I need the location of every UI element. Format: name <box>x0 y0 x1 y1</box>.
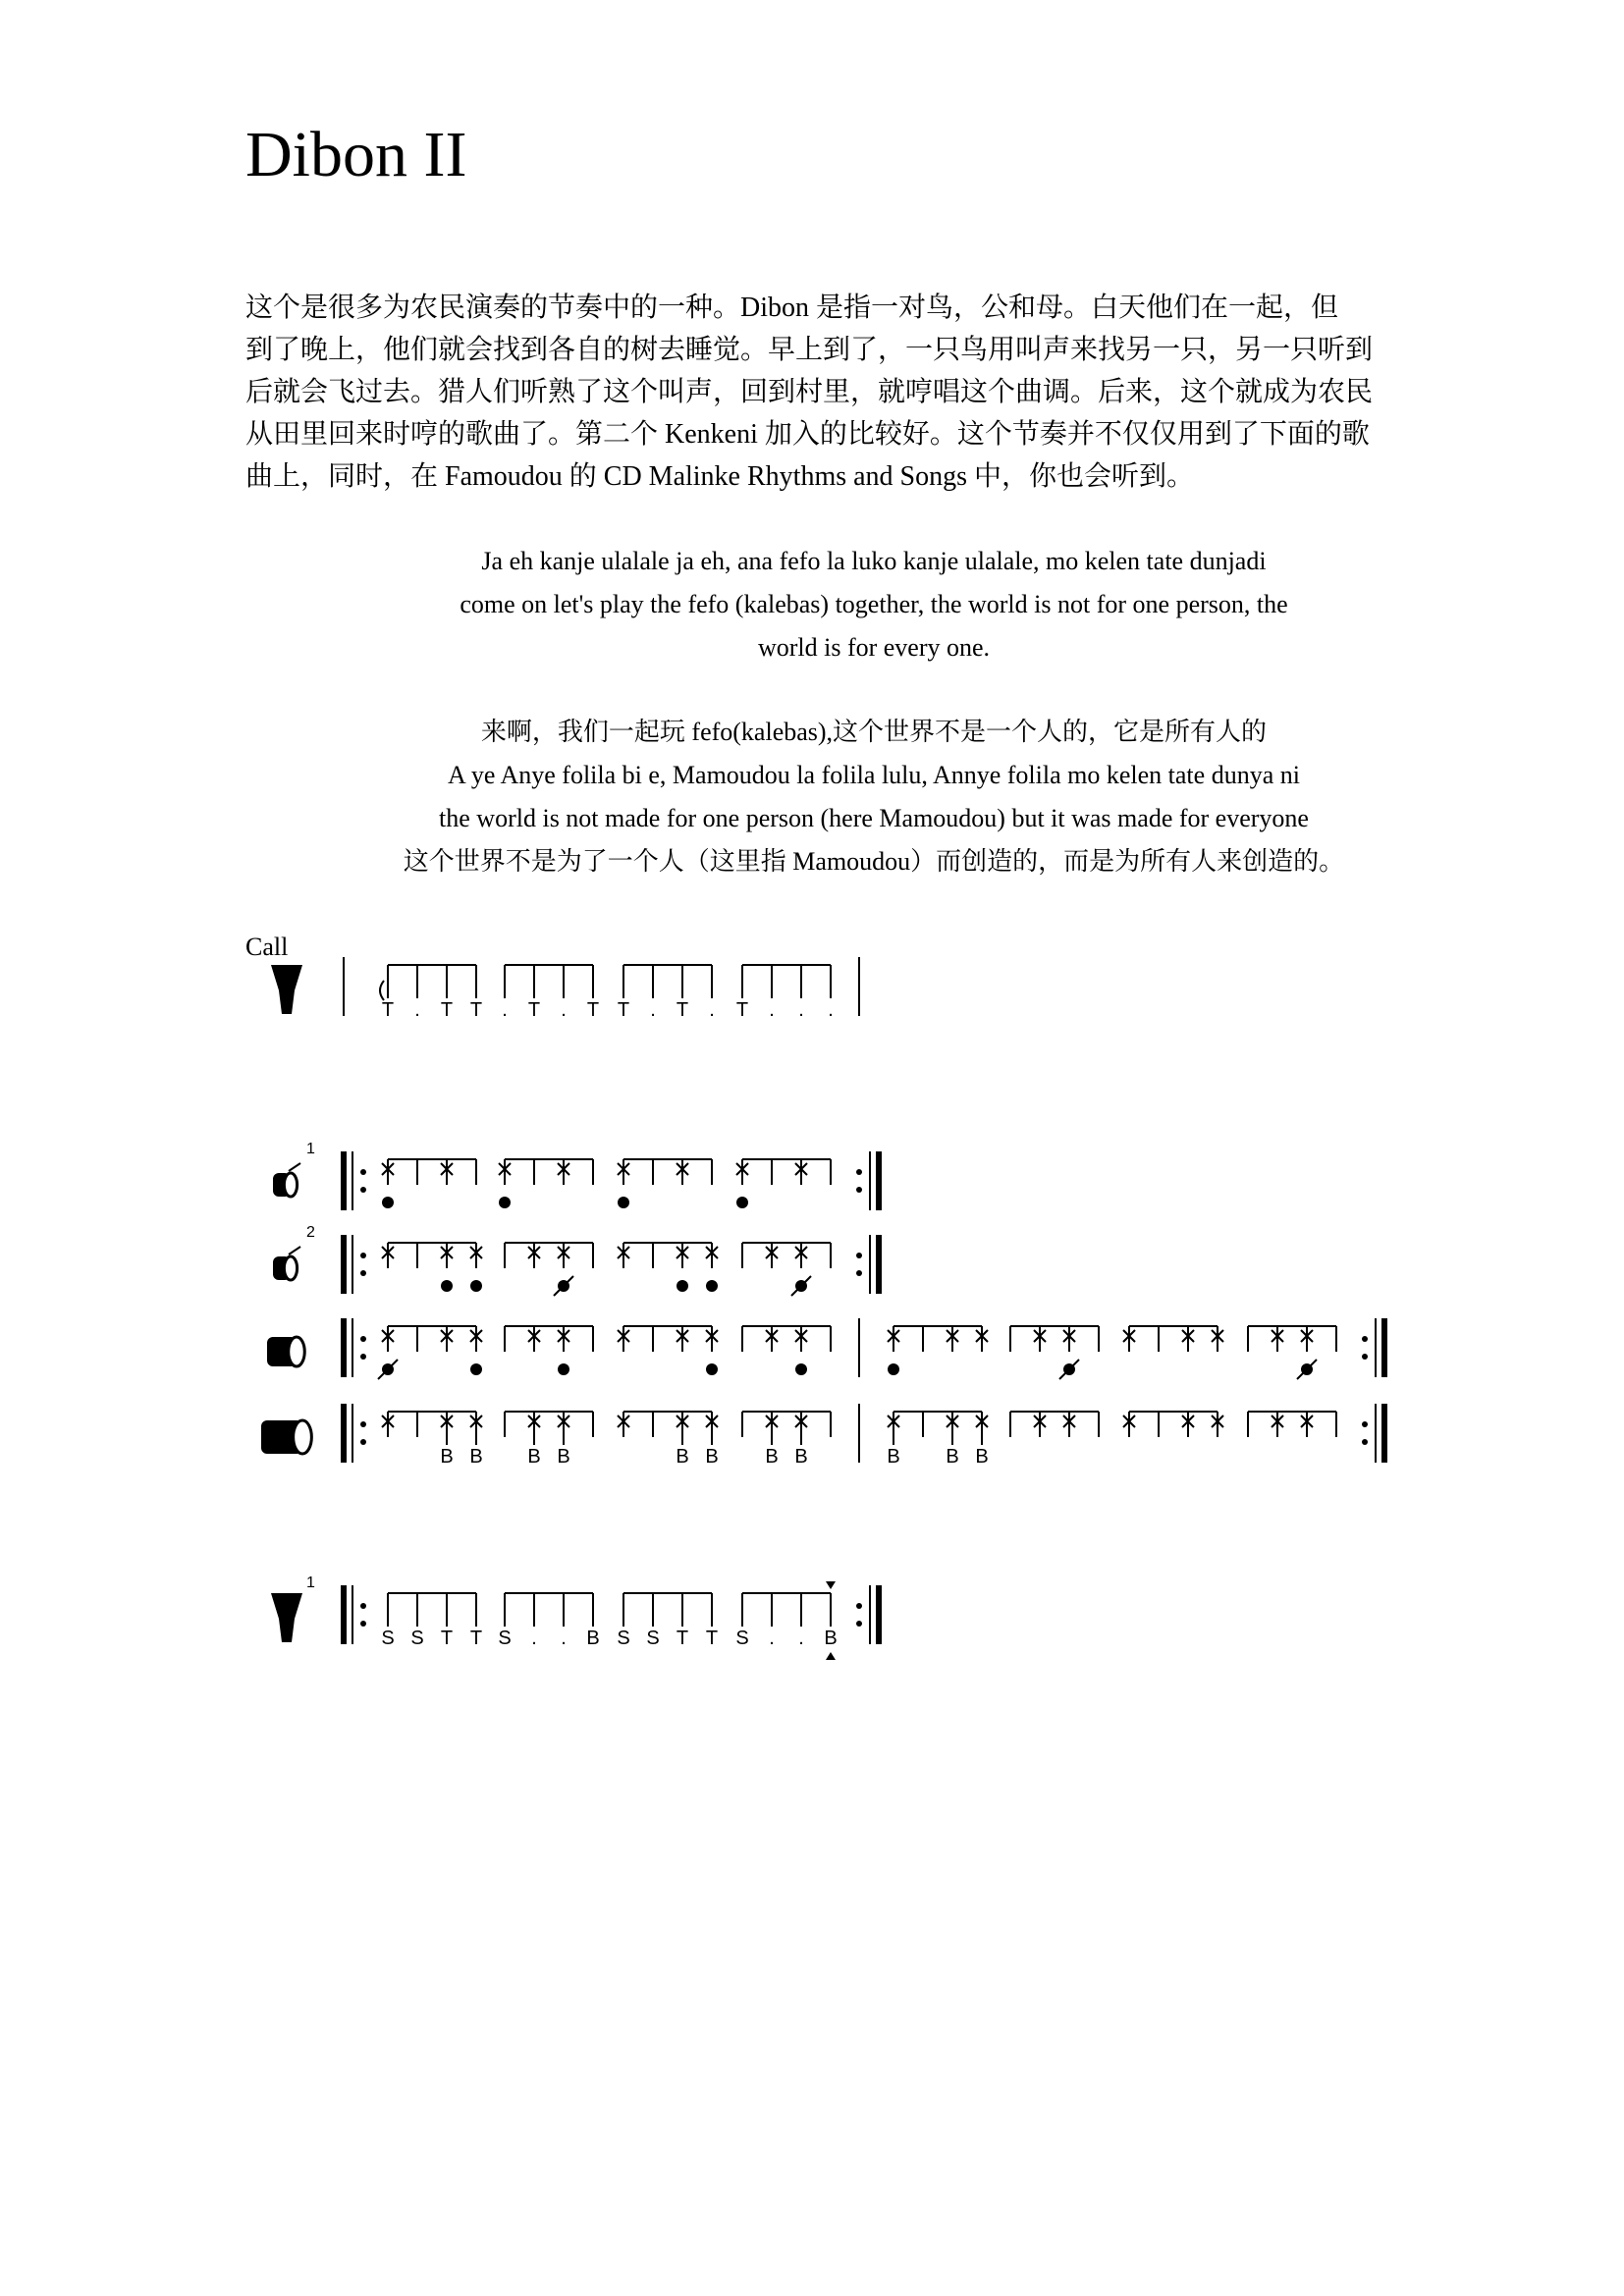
repeat-dot <box>856 1253 862 1258</box>
intro-line: 后就会飞过去。猎人们听熟了这个叫声，回到村里，就哼唱这个曲调。后来，这个就成为农民 <box>245 377 1374 407</box>
repeat-dot <box>360 1621 366 1627</box>
stroke-label: B <box>705 1446 719 1468</box>
drum-stick <box>289 1247 300 1255</box>
voice-number: 1 <box>306 1575 315 1591</box>
stroke-label: B <box>440 1446 454 1468</box>
stroke-label: S <box>617 1628 630 1649</box>
djembe-body <box>271 965 302 1014</box>
lyric-line: 这个世界不是为了一个人（这里指 Mamoudou）而创造的，而是为所有人来创造的。 <box>403 847 1345 876</box>
stroke-label: T <box>381 999 395 1021</box>
rest-dot: . <box>414 999 420 1021</box>
call-label: Call <box>245 933 289 961</box>
djembe-body <box>271 1593 302 1642</box>
bell-note <box>558 1363 569 1375</box>
repeat-dot <box>360 1439 366 1445</box>
stroke-label: B <box>887 1446 900 1468</box>
stroke-label: T <box>469 1628 483 1649</box>
bell-note <box>795 1363 807 1375</box>
repeat-dot <box>360 1336 366 1342</box>
staff-doundoun <box>261 1404 1384 1468</box>
bell-note <box>677 1280 688 1292</box>
staff-kenkeni-2 <box>273 1224 879 1296</box>
staff-call <box>271 957 859 1021</box>
stroke-label: S <box>646 1628 660 1649</box>
rest-dot: . <box>531 1628 537 1649</box>
stroke-label: S <box>735 1628 749 1649</box>
staff-kenkeni-1 <box>273 1141 879 1210</box>
repeat-dot <box>360 1603 366 1609</box>
page-title: Dibon II <box>245 119 467 190</box>
lyric-line: Ja eh kanje ulalale ja eh, ana fefo la luko kanje ulalale, mo kelen tate dunjadi <box>481 547 1267 575</box>
repeat-dot <box>360 1253 366 1258</box>
repeat-dot <box>1362 1439 1368 1445</box>
bell-note <box>706 1280 718 1292</box>
lyric-line: come on let's play the fefo (kalebas) together, the world is not for one person, the <box>460 590 1288 618</box>
bell-note <box>499 1197 511 1208</box>
rest-dot: . <box>709 999 715 1021</box>
stroke-label: B <box>946 1446 959 1468</box>
bell-note <box>706 1363 718 1375</box>
mute-slash <box>554 1276 573 1296</box>
stroke-label: T <box>735 999 749 1021</box>
rest-dot: . <box>769 1628 775 1649</box>
bell-note <box>618 1197 629 1208</box>
repeat-dot <box>856 1603 862 1609</box>
rest-dot: . <box>561 999 567 1021</box>
intro-line: 这个是很多为农民演奏的节奏中的一种。Dibon 是指一对鸟，公和母。白天他们在一起，但 <box>245 293 1339 323</box>
repeat-dot <box>856 1270 862 1276</box>
bell-note <box>470 1363 482 1375</box>
lyric-line: 来啊，我们一起玩 fefo(kalebas),这个世界不是一个人的，它是所有人的 <box>480 718 1268 746</box>
stroke-label: B <box>765 1446 779 1468</box>
drum-stick <box>289 1163 300 1171</box>
repeat-dot <box>1362 1421 1368 1427</box>
drum-head <box>294 1420 312 1454</box>
staff-sangban <box>267 1318 1384 1379</box>
rest-dot: . <box>798 999 804 1021</box>
drum-head <box>289 1337 305 1366</box>
rest-dot: . <box>650 999 656 1021</box>
stroke-label: T <box>617 999 630 1021</box>
lyric-line: A ye Anye folila bi e, Mamoudou la folila lulu, Annye folila mo kelen tate dunya ni <box>448 761 1300 789</box>
rest-dot: . <box>502 999 508 1021</box>
stroke-label: B <box>527 1446 541 1468</box>
repeat-dot <box>1362 1336 1368 1342</box>
stroke-label: T <box>527 999 541 1021</box>
stroke-label: T <box>586 999 600 1021</box>
drum-head <box>284 1173 297 1197</box>
intro-line: 从田里回来时哼的歌曲了。第二个 Kenkeni 加入的比较好。这个节奏并不仅仅用到了下面的歌 <box>245 419 1370 450</box>
stroke-label: S <box>381 1628 395 1649</box>
lyric-line: the world is not made for one person (here Mamoudou) but it was made for everyone <box>439 804 1309 832</box>
mute-slash <box>1297 1360 1317 1379</box>
accent-mark <box>826 1652 836 1660</box>
rest-dot: . <box>828 999 834 1021</box>
repeat-dot <box>360 1421 366 1427</box>
repeat-dot <box>360 1354 366 1360</box>
mute-slash <box>378 1360 398 1379</box>
lyric-line: world is for every one. <box>757 633 991 662</box>
stroke-label: T <box>440 1628 454 1649</box>
stroke-label: B <box>557 1446 570 1468</box>
rest-dot: . <box>769 999 775 1021</box>
stroke-label: S <box>498 1628 512 1649</box>
stroke-label: S <box>410 1628 424 1649</box>
mute-slash <box>791 1276 811 1296</box>
stroke-label: T <box>469 999 483 1021</box>
rest-dot: . <box>561 1628 567 1649</box>
repeat-dot <box>856 1169 862 1175</box>
repeat-dot <box>360 1187 366 1193</box>
mute-slash <box>1059 1360 1079 1379</box>
drum-head <box>284 1256 297 1280</box>
bell-note <box>441 1280 453 1292</box>
bell-note <box>736 1197 748 1208</box>
intro-line: 曲上，同时，在 Famoudou 的 CD Malinke Rhythms and Songs 中，你也会听到。 <box>245 461 1195 492</box>
stroke-label: B <box>824 1628 838 1649</box>
repeat-dot <box>360 1270 366 1276</box>
intro-line: 到了晚上，他们就会找到各自的树去睡觉。早上到了，一只鸟用叫声来找另一只，另一只听到 <box>245 335 1374 365</box>
stroke-label: B <box>469 1446 483 1468</box>
repeat-dot <box>1362 1354 1368 1360</box>
stroke-label: T <box>705 1628 719 1649</box>
staff-djembe-1 <box>271 1575 879 1660</box>
stroke-label: T <box>440 999 454 1021</box>
rest-dot: . <box>798 1628 804 1649</box>
bell-note <box>470 1280 482 1292</box>
voice-number: 2 <box>306 1224 315 1241</box>
voice-number: 1 <box>306 1141 315 1157</box>
accent-mark <box>826 1581 836 1589</box>
bell-note <box>888 1363 899 1375</box>
stroke-label: T <box>676 1628 689 1649</box>
repeat-dot <box>856 1621 862 1627</box>
stroke-label: T <box>676 999 689 1021</box>
stroke-label: B <box>586 1628 600 1649</box>
bell-note <box>382 1197 394 1208</box>
flam-mark <box>380 981 384 1000</box>
repeat-dot <box>856 1187 862 1193</box>
stroke-label: B <box>975 1446 989 1468</box>
stroke-label: B <box>676 1446 689 1468</box>
stroke-label: B <box>794 1446 808 1468</box>
repeat-dot <box>360 1169 366 1175</box>
